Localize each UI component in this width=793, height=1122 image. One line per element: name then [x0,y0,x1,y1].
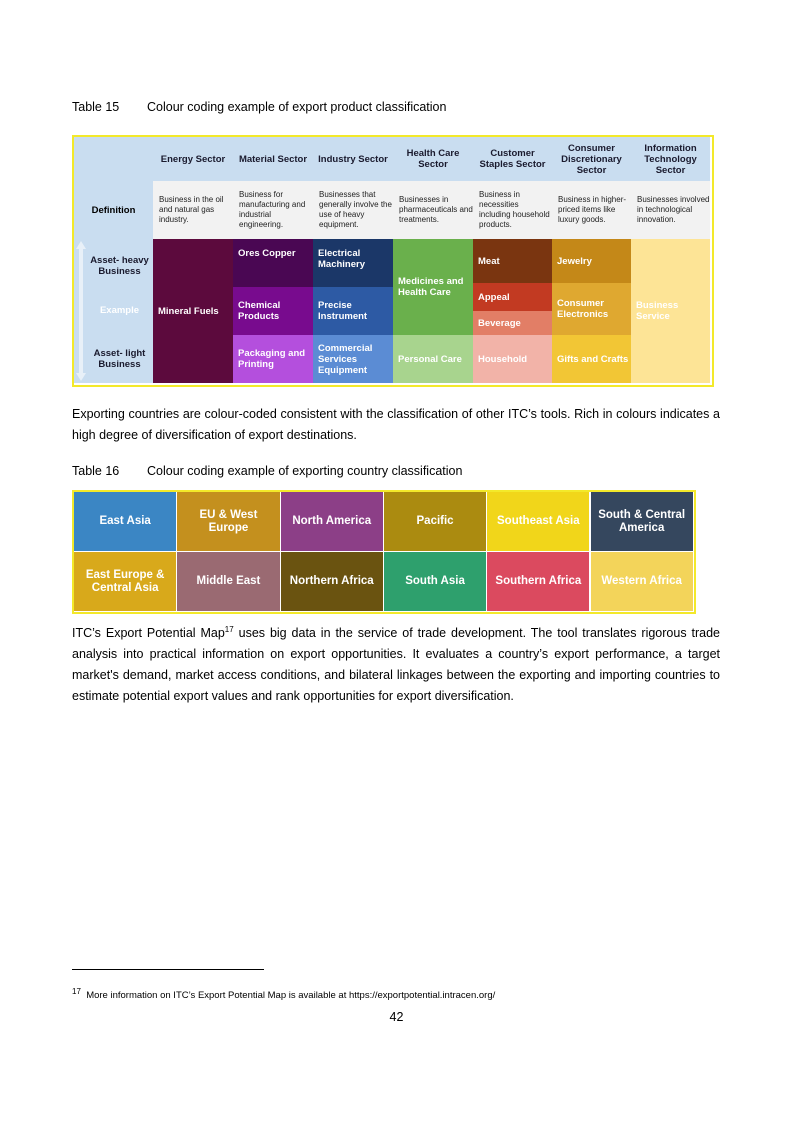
asset-light-label: Asset- light Business [93,348,146,370]
product-classification-table [72,135,714,387]
page-number: 42 [389,1010,404,1024]
header-energy-sector: Energy Sector [153,137,233,181]
block-electrical-machinery: Electrical Machinery [313,239,393,287]
paragraph-export-potential-map [72,623,720,707]
table16-caption-text: Colour coding example of exporting country classification [147,464,463,478]
region-southern-africa: Southern Africa [487,552,589,611]
block-meat: Meat [473,239,552,283]
block-appeal: Appeal [473,283,552,311]
footnote-number: 17 [72,986,81,996]
block-medicines-health-care: Medicines and Health Care [393,239,473,335]
region-southeast-asia: Southeast Asia [487,492,589,551]
table15-caption-number: Table 15 [72,100,120,114]
block-business-service: Business Service [631,239,710,383]
paragraph-export-potential-map-lead: ITC’s Export Potential Map [72,626,225,640]
definition-industry: Businesses that generally involve the use of heavy equipment. [313,181,393,239]
region-eu-west-europe: EU & West Europe [177,492,279,551]
header-corner [74,137,153,181]
region-northern-africa: Northern Africa [281,552,383,611]
footnote [72,986,496,1001]
example-label: Example [99,305,140,316]
block-personal-care: Personal Care [393,335,473,383]
header-customer-staples-sector: Customer Staples Sector [473,137,552,181]
paragraph-export-potential-map-body: uses big data in the service of trade development. The tool translates rigorous trade analysis into practical information on export opportunities. It evaluates a country’s export performance, a target market's demand, market access conditions, and bilateral linkages between the exporting and importing countries to estimate potential export values and rank opportunities for export diversification. [72,626,720,703]
block-commercial-services: Commercial Services Equipment [313,335,393,383]
region-east-asia: East Asia [74,492,176,551]
block-packaging-printing: Packaging and Printing [233,335,313,383]
header-consumer-discretionary-sector: Consumer Discretionary Sector [552,137,631,181]
table15-caption [72,100,446,114]
footnote-text: More information on ITC’s Export Potential Map is available at https://exportpotential.intracen.org/ [86,990,496,1001]
block-mineral-fuels: Mineral Fuels [153,239,233,383]
definition-customer-staples: Business in necessities including household products. [473,181,552,239]
block-consumer-electronics: Consumer Electronics [552,283,631,335]
region-north-america: North America [281,492,383,551]
table15-caption-text: Colour coding example of export product classification [147,100,447,114]
footnote-reference: 17 [224,624,234,634]
footnote-divider [72,969,264,970]
definition-health-care: Businesses in pharmaceuticals and treatments. [393,181,473,239]
header-material-sector: Material Sector [233,137,313,181]
block-ores-copper: Ores Copper [233,239,313,287]
definition-consumer-discretionary: Business in higher-priced items like luxury goods. [552,181,631,239]
asset-scale-arrow-icon [76,241,86,381]
region-east-europe-central-asia: East Europe & Central Asia [74,552,176,611]
paragraph-colour-coding: Exporting countries are colour-coded consistent with the classification of other ITC’s tools. Rich in colours indicates a high degree of diversification of export destinations. [72,407,720,442]
block-gifts-crafts: Gifts and Crafts [552,335,631,383]
block-precise-instrument: Precise Instrument [313,287,393,335]
region-pacific: Pacific [384,492,486,551]
block-household: Household [473,335,552,383]
block-beverage: Beverage [473,311,552,335]
block-jewelry: Jewelry [552,239,631,283]
header-information-technology-sector: Information Technology Sector [631,137,710,181]
header-health-care-sector: Health Care Sector [393,137,473,181]
asset-heavy-label: Asset- heavy Business [90,255,149,277]
definition-material: Business for manufacturing and industrial engineering. [233,181,313,239]
definition-label: Definition [74,181,153,239]
country-classification-table [72,490,696,614]
region-middle-east: Middle East [177,552,279,611]
definition-energy: Business in the oil and natural gas industry. [153,181,233,239]
region-western-africa: Western Africa [591,552,693,611]
header-industry-sector: Industry Sector [313,137,393,181]
region-south-asia: South Asia [384,552,486,611]
block-chemical-products: Chemical Products [233,287,313,335]
table16-caption-number: Table 16 [72,464,120,478]
region-south-central-america: South & Central America [591,492,693,551]
table16-caption [72,464,462,478]
definition-information-technology: Businesses involved in technological innovation. [631,181,710,239]
